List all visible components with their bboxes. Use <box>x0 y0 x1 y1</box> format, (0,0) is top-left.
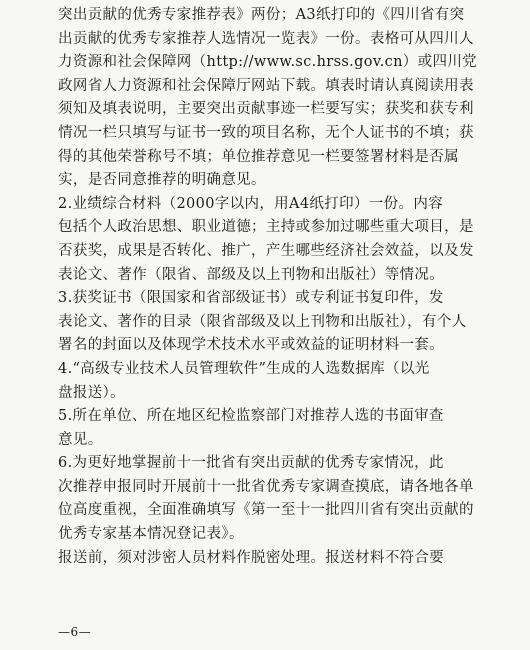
text-line: 5.所在单位、所在地区纪检监察部门对推荐人选的书面审查 <box>58 408 444 425</box>
text-line: 政网省人力资源和社会保障厅网站下载。填表时请认真阅读用表 <box>58 77 474 94</box>
text-line: 力资源和社会保障网（http://www.sc.hrss.gov.cn）或四川党 <box>58 54 478 71</box>
text-line: 次推荐申报同时开展前十一批省优秀专家调查摸底，请各地各单 <box>58 478 474 495</box>
document-body <box>58 4 490 570</box>
text-line: 得的其他荣誉称号不填；单位推荐意见一栏要签署材料是否属 <box>58 148 459 165</box>
text-line: 2.业绩综合材料（2000字以内，用A4纸打印）一份。内容 <box>58 195 444 212</box>
text-line: 报送前，须对涉密人员材料作脱密处理。报送材料不符合要 <box>58 549 445 566</box>
text-line: 须知及填表说明，主要突出贡献事迹一栏要写实；获奖和获专利 <box>58 101 474 118</box>
text-line: 否获奖，成果是否转化、推广，产生哪些经济社会效益，以及发 <box>58 242 474 259</box>
text-line: 突出贡献的优秀专家推荐表》两份；A3纸打印的《四川省有突 <box>58 7 465 23</box>
text-line: 3.获奖证书（限国家和省部级证书）或专利证书复印件，发 <box>58 290 444 307</box>
text-line: 位高度重视，全面准确填写《第一至十一批四川省有突出贡献的 <box>58 502 474 519</box>
text-line: 表论文、著作（限省、部级及以上刊物和出版社）等情况。 <box>58 266 445 283</box>
text-line: 意见。 <box>58 431 103 448</box>
text-line: 包括个人政治思想、职业道德；主持或参加过哪些重大项目，是 <box>58 219 474 236</box>
text-line: 出贡献的优秀专家推荐人选情况一览表》一份。表格可从四川人 <box>58 30 474 47</box>
text-line: 盘报送）。 <box>58 384 125 401</box>
text-line: 表论文、著作的目录（限省部级及以上刊物和出版社），有个人 <box>58 313 467 330</box>
text-line: 4.“高级专业技术人员管理软件”生成的人选数据库（以光 <box>58 360 430 377</box>
text-line: 情况一栏只填写与证书一致的项目名称，无个人证书的不填；获 <box>58 124 474 141</box>
text-line: 署名的封面以及体现学术技术水平或效益的证明材料一套。 <box>58 337 445 354</box>
text-line: 6.为更好地掌握前十一批省有突出贡献的优秀专家情况，此 <box>58 455 444 472</box>
page-number: —6— <box>58 625 92 639</box>
text-line: 实，是否同意推荐的明确意见。 <box>58 172 266 189</box>
text-line: 优秀专家基本情况登记表》。 <box>58 526 244 543</box>
